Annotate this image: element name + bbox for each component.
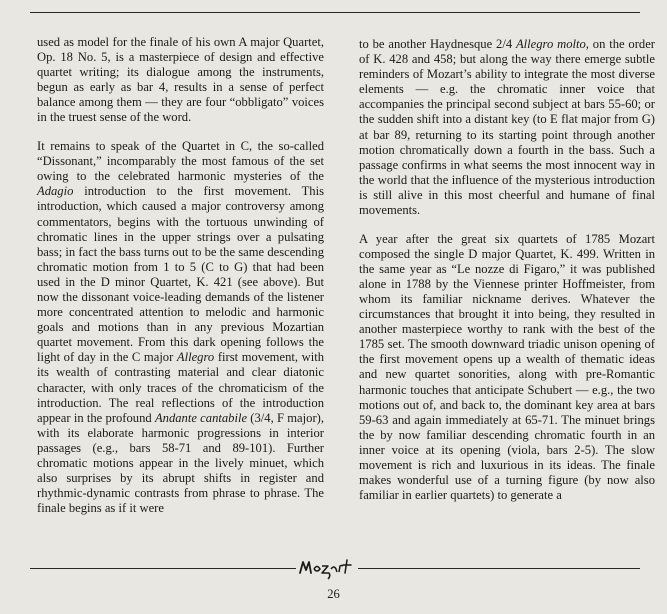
italic-term-adagio: Adagio (37, 184, 74, 199)
italic-term-allegro: Allegro (176, 350, 215, 365)
text-run: on the order of K. 428 and 458; but along the way there emerge subtle reminders of Mozart’s ability to integrate the most diverse elements — e.g. the chromatic inner voice that accompanies the principal second subject at bars 55-60; or the sudden shift into a distant key (to E flat major from G) at bar 89, returning to its starting point through another motion chromatically down a fourth in the bass. Such a passage confirms in what seems the most innocent way in the world that the influence of the mysterious introduction is still alive in this most cheerful and humane of final movements. (359, 37, 656, 218)
page-number: 26 (327, 587, 340, 601)
top-rule (30, 12, 640, 13)
italic-term-allegro-molto: Allegro molto, (515, 37, 589, 51)
right-paragraph-1 (359, 37, 655, 218)
text-run: introduction to the first movement. This introduction, which caused a major controversy among commentators, begins with the tortuous unwinding of chromatic lines in the upper strings over a pulsating bass; in fact the bass turns out to be the same descending chromatic motion from 1 to 5 (C to G) that had been used in the D minor Quartet, K. 421 (see above). But now the dissonant voice-leading demands of the listener more concentrated attention to melodic and harmonic goals and motions than in any previous Mozartian quartet movement. From this dark opening follows the light of day in the C major (37, 184, 324, 365)
right-paragraph-2: A year after the great six quartets of 1785 Mozart composed the single D major Quartet, K. 499. Written in the same year as “Le nozze di Figaro,” it was published alone in 1788 by the Viennese printer Hoffmeister, from whom its familiar nickname derives. Whatever the circumstances that brought it into being, they resulted in another masterpiece worthy to rank with the best of the 1785 set. The smooth downward triadic unison opening of the first movement opens up a wealth of thematic ideas and new quartet sonorities, along with pre-Romantic harmonic touches that anticipate Schubert — e.g., the two motions out of, and back to, the dominant key area at bars 59-63 and again immediately at 65-71. The minuet brings the by now familiar descending chromatic fourth in an inner voice at its opening (viola, bars 2-5). The slow movement is rich and luxurious in its ideas. The finale makes wonderful use of a turning figure (by now also familiar in earlier quartets) to generate a (359, 231, 655, 503)
right-column (359, 37, 655, 517)
text-run: It remains to speak of the Quartet in C, the so-called “Dissonant,” incomparably the most famous of the set owing to the celebrated harmonic mysteries of the (37, 139, 324, 184)
text-run: first movement, with its wealth of contrasting material and clear diatonic character, with only traces of the chromaticism of the introduction. The real reflections of the introduction appear in the profound (37, 350, 324, 425)
text-run: to be another Haydnesque 2/4 (359, 37, 516, 51)
text-run: (3/4, F major), with its elaborate harmonic progressions in interior passages (e.g., bars 58-71 and 89-101). Further chromatic motions appear in the lively minuet, which also surprises by its abrupt shifts in register and rhythmic-dynamic contrasts from phrase to phrase. The finale begins as if it were (37, 410, 324, 516)
mozart-signature-logo (292, 553, 362, 581)
left-paragraph-2 (37, 139, 324, 516)
left-column (37, 35, 324, 530)
italic-term-andante: Andante cantabile (154, 410, 248, 425)
left-paragraph-1: used as model for the finale of his own A major Quartet, Op. 18 No. 5, is a masterpiece of design and effective quartet writing; its dialogue among the instruments, begun as early as bar 4, results in a sense of perfect balance among them — they are four “obbligato” voices in the truest sense of the word. (37, 35, 324, 125)
